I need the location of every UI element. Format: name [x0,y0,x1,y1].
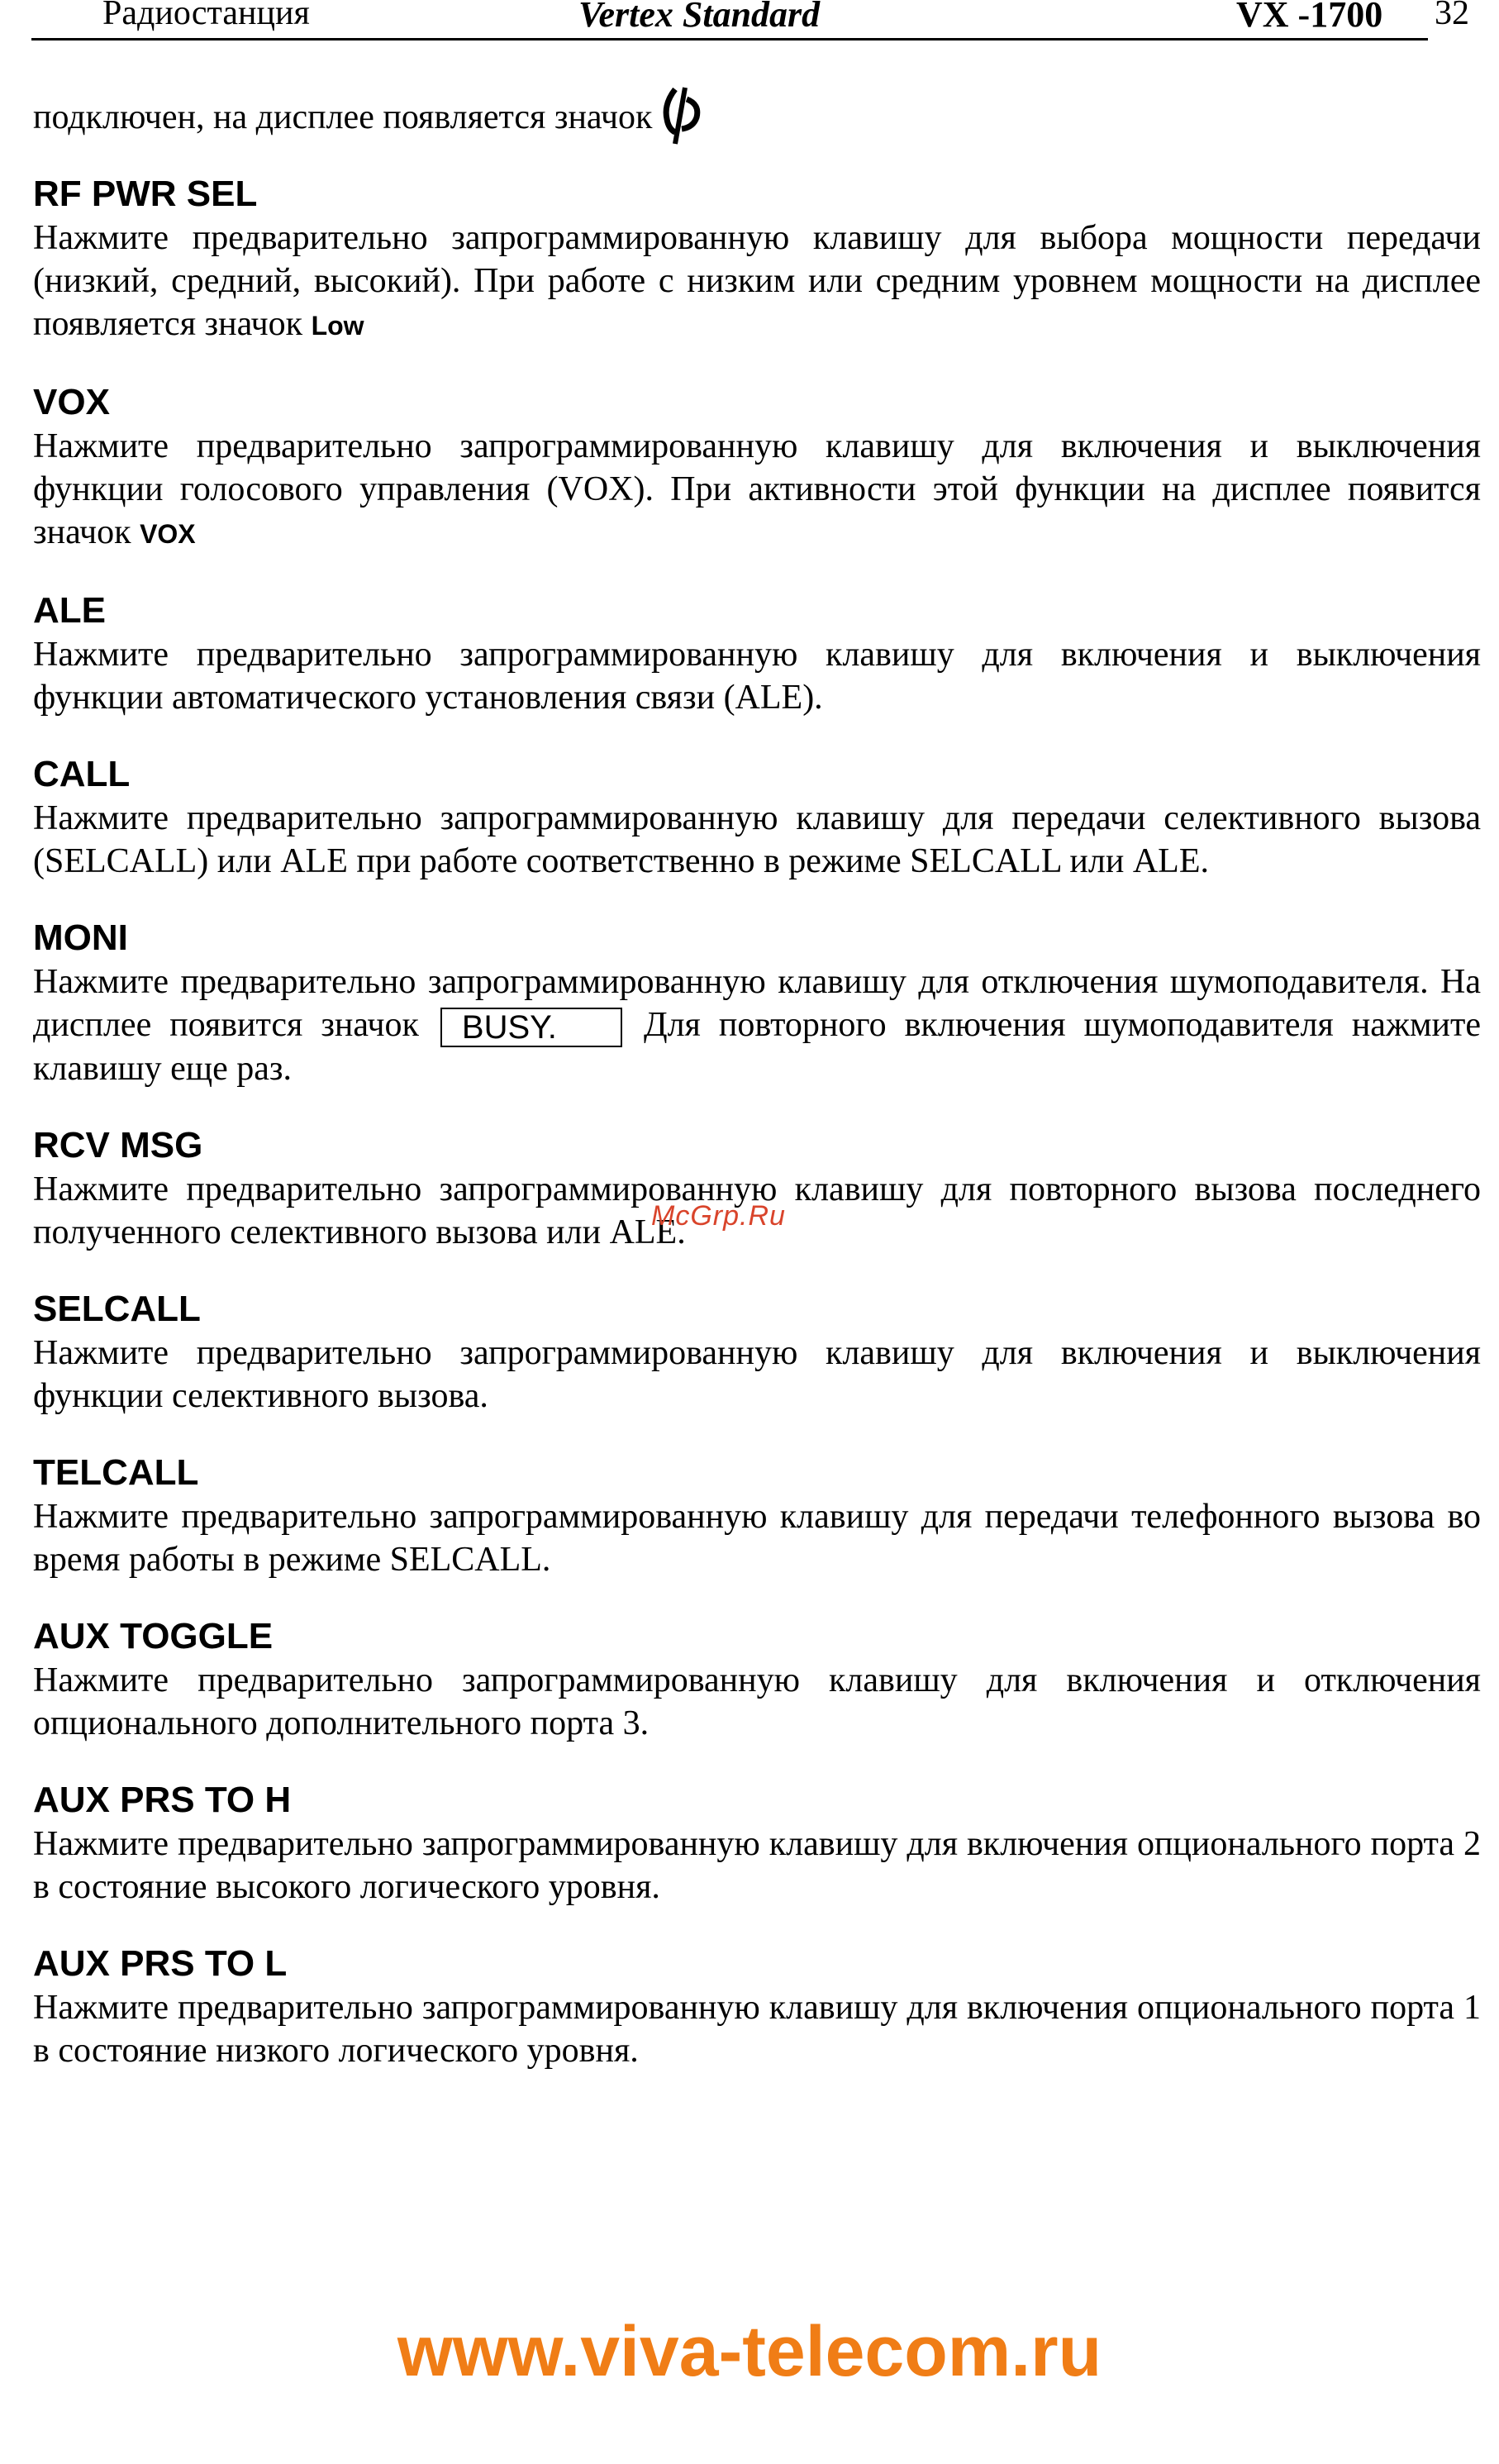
section-body [33,217,1481,347]
section-selcall [33,1287,1481,1418]
low-indicator: Low [311,311,364,341]
section-text: Нажмите предварительно запрограммированную клавишу для включения и выключения функции автоматического установления связи (ALE). [33,636,1481,717]
section-title: SELCALL [33,1289,201,1330]
section-aux-toggle [33,1614,1481,1745]
vox-indicator: VOX [140,519,196,549]
busy-indicator: BUSY. [440,1008,622,1047]
section-rf-pwr-sel [33,172,1481,347]
section-text: Нажмите предварительно запрограммированную клавишу для включения опционального порта 1 в состояние низкого логического уровня. [33,1989,1481,2071]
header-center: Vertex Standard [578,0,821,35]
header-model: VX -1700 [1236,0,1383,35]
section-vox [33,380,1481,555]
section-rcv-msg [33,1123,1481,1254]
section-body [33,425,1481,555]
page-content [33,86,1481,2072]
section-call [33,752,1481,883]
section-title: AUX TOGGLE [33,1616,274,1657]
section-title: ALE [33,590,106,631]
section-text: Нажмите предварительно запрограммированную клавишу для включения опционального порта 2 в состояние высокого логического уровня. [33,1825,1481,1907]
page-header [31,0,1428,41]
section-telcall [33,1451,1481,1581]
section-title: TELCALL [33,1452,199,1494]
section-title: RCV MSG [33,1125,203,1166]
section-title: RF PWR SEL [33,174,258,214]
section-title: MONI [33,917,128,958]
section-moni [33,916,1481,1090]
section-title: CALL [33,754,131,794]
section-text: Нажмите предварительно запрограммированную клавишу для включения и выключения функции селективного вызова. [33,1334,1481,1416]
section-text: Нажмите предварительно запрограммированную клавишу для передачи селективного вызова (SELCALL) или ALE при работе соответственно в режиме SELCALL или ALE. [33,799,1481,880]
section-text: Нажмите предварительно запрограммированную клавишу для повторного вызова последнего полученного селективного вызова или ALE. [33,1170,1481,1252]
page-number: 32 [1435,0,1469,32]
section-title: VOX [33,382,110,422]
watermark: McGrp.Ru [651,1200,786,1232]
section-aux-prs-to-h [33,1778,1481,1909]
section-aux-prs-to-l [33,1942,1481,2072]
section-title: AUX PRS TO H [33,1780,292,1821]
section-body [33,960,1481,1090]
antenna-tuner-icon [657,86,705,145]
section-text: Нажмите предварительно запрограммированную клавишу для включения и выключения функции голосового управления (VOX). При активности этой функции на дисплее появится значок [33,427,1481,551]
section-text: Нажмите предварительно запрограммированную клавишу для включения и отключения опционального дополнительного порта 3. [33,1661,1481,1743]
footer-url[interactable]: www.viva-telecom.ru [397,2312,1102,2391]
intro-paragraph [33,86,1481,139]
intro-text: подключен, на дисплее появляется значок [33,98,653,136]
section-ale [33,589,1481,719]
section-title: AUX PRS TO L [33,1943,288,1985]
section-text: Нажмите предварительно запрограммированную клавишу для выбора мощности передачи (низкий, средний, высокий). При работе с низким или средним уровнем мощности на дисплее появляется значок [33,219,1481,343]
header-left: Радиостанция [102,0,310,32]
section-text-before: Нажмите предварительно запрограммированную клавишу для отключения шумоподавителя. На дисплее появится значок [33,963,1481,1044]
section-text: Нажмите предварительно запрограммированную клавишу для передачи телефонного вызова во время работы в режиме SELCALL. [33,1498,1481,1580]
section-text-after: Для повторного включения шумоподавителя нажмите клавишу еще раз. [33,1006,1482,1089]
